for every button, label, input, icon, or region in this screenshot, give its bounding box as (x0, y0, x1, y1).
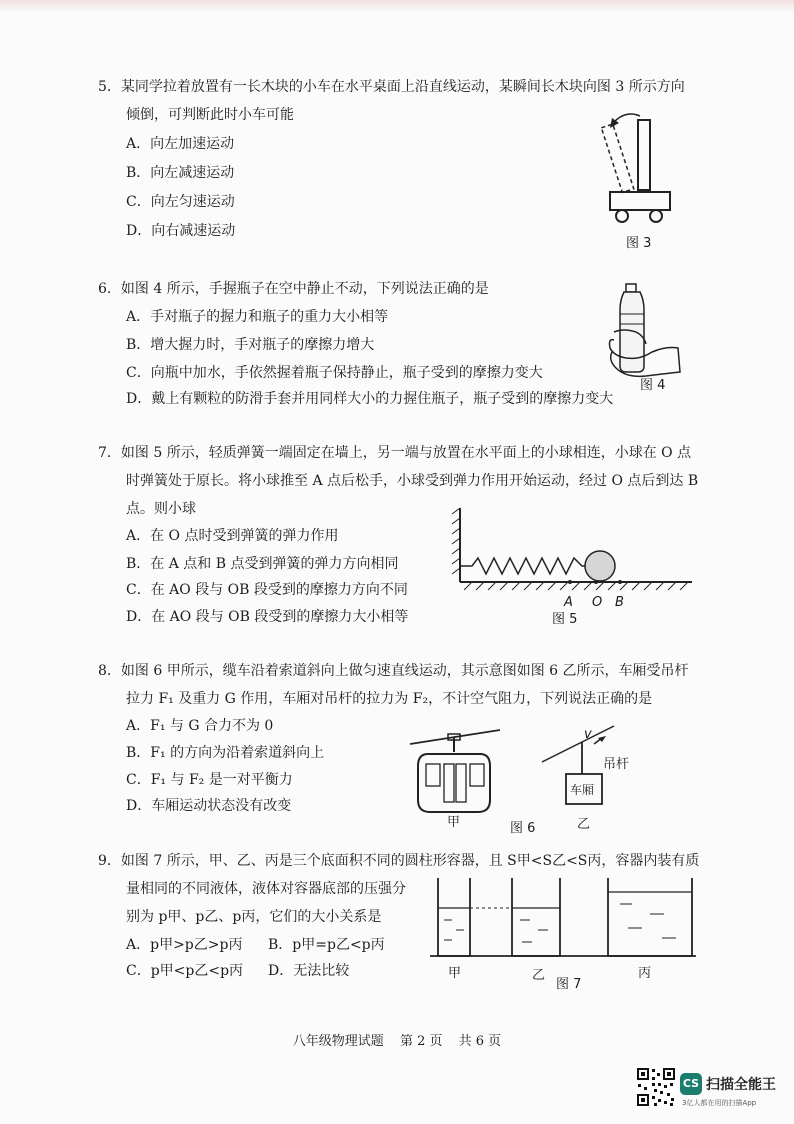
scanner-logo-icon: CS (680, 1073, 702, 1095)
q6-stem: 6．如图 4 所示，手握瓶子在空中静止不动，下列说法正确的是 (98, 281, 489, 297)
q5-stem-line2: 倾倒，可判断此时小车可能 (126, 107, 294, 123)
q7-stem-line2: 时弹簧处于原长。将小球推至 A 点后松手，小球受到弹力作用开始运动，经过 O 点后到达 B (126, 473, 699, 489)
q6-option-a: A．手对瓶子的握力和瓶子的重力大小相等 (126, 309, 389, 325)
figure-4-hand-bottle (606, 282, 686, 382)
q7-option-c: C．在 AO 段与 OB 段受到的摩擦力方向不同 (126, 582, 408, 598)
q7-option-b: B．在 A 点和 B 点受到弹簧的弹力方向相同 (126, 556, 399, 572)
figure-7-yi-label: 乙 (532, 968, 546, 983)
figure-6-jia-cable-car (410, 724, 500, 816)
rod-label: 吊杆 (603, 757, 630, 772)
q5-option-b: B．向左减速运动 (126, 165, 235, 181)
q6-option-b: B．增大握力时，手对瓶子的摩擦力增大 (126, 337, 375, 353)
figure-6-caption: 图 6 (510, 821, 536, 836)
q8-option-d: D．车厢运动状态没有改变 (126, 798, 292, 814)
q9-stem-line1: 9．如图 7 所示，甲、乙、丙是三个底面积不同的圆柱形容器，且 S甲<S乙<S丙，容器内装有质 (98, 853, 700, 869)
point-label-o: O (592, 595, 603, 610)
q9-option-b: B．p甲=p乙<p丙 (268, 937, 385, 953)
scan-edge (0, 0, 794, 12)
scanner-app-name: 扫描全能王 (706, 1077, 776, 1093)
velocity-label: v (584, 727, 592, 742)
footer-subject: 八年级物理试题 (292, 1034, 384, 1049)
q8-option-a: A．F₁ 与 G 合力不为 0 (126, 718, 274, 734)
scanner-tagline: 3亿人都在用的扫描App (682, 1099, 757, 1107)
figure-7-jia-label: 甲 (448, 966, 462, 981)
figure-3-caption: 图 3 (626, 236, 652, 251)
car-label: 车厢 (570, 783, 595, 797)
q9-option-d: D．无法比较 (268, 963, 350, 979)
q7-stem-line1: 7．如图 5 所示，轻质弹簧一端固定在墙上，另一端与放置在水平面上的小球相连，小球在 O 点 (98, 445, 692, 461)
q5-option-d: D．向右减速运动 (126, 223, 236, 239)
figure-5-spring-ball (448, 506, 698, 602)
figure-7-bing-label: 丙 (638, 966, 652, 981)
figure-7-caption: 图 7 (556, 977, 582, 992)
figure-3-cart (600, 108, 680, 228)
figure-6-jia-label: 甲 (447, 815, 461, 830)
footer-total: 共 6 页 (458, 1034, 502, 1049)
q9-stem-line2: 量相同的不同液体，液体对容器底部的压强分 (126, 881, 406, 897)
q7-stem-line3: 点。则小球 (126, 501, 196, 517)
point-label-a: A (564, 595, 573, 610)
q5-option-a: A．向左加速运动 (126, 136, 235, 152)
q6-option-d: D．戴上有颗粒的防滑手套并用同样大小的力握住瓶子，瓶子受到的摩擦力变大 (126, 391, 614, 407)
q6-option-c: C．向瓶中加水，手依然握着瓶子保持静止，瓶子受到的摩擦力变大 (126, 365, 543, 381)
q7-option-a: A．在 O 点时受到弹簧的弹力作用 (126, 528, 339, 544)
page-footer (0, 1030, 794, 1049)
q9-option-a: A．p甲>p乙>p丙 (126, 937, 243, 953)
figure-6-yi-label: 乙 (577, 817, 591, 832)
q5-option-c: C．向左匀速运动 (126, 194, 235, 210)
q8-option-c: C．F₁ 与 F₂ 是一对平衡力 (126, 772, 293, 788)
qr-code-icon (636, 1067, 676, 1107)
q5-stem-line1: 5．某同学拉着放置有一长木块的小车在水平桌面上沿直线运动，某瞬间长木块向图 3 所示方向 (98, 79, 685, 95)
q7-option-d: D．在 AO 段与 OB 段受到的摩擦力大小相等 (126, 609, 409, 625)
q8-option-b: B．F₁ 的方向为沿着索道斜向上 (126, 745, 325, 761)
figure-7-containers (430, 872, 700, 962)
footer-page: 第 2 页 (399, 1034, 443, 1049)
q8-stem-line1: 8．如图 6 甲所示，缆车沿着索道斜向上做匀速直线运动，其示意图如图 6 乙所示，车厢受吊杆 (98, 663, 689, 679)
q9-stem-line3: 别为 p甲、p乙、p丙，它们的大小关系是 (126, 909, 382, 925)
q9-option-c: C．p甲<p乙<p丙 (126, 963, 244, 979)
figure-5-caption: 图 5 (552, 612, 578, 627)
figure-4-caption: 图 4 (640, 378, 666, 393)
point-label-b: B (615, 595, 624, 610)
q8-stem-line2: 拉力 F₁ 及重力 G 作用，车厢对吊杆的拉力为 F₂，不计空气阻力，下列说法正确的是 (126, 691, 653, 707)
